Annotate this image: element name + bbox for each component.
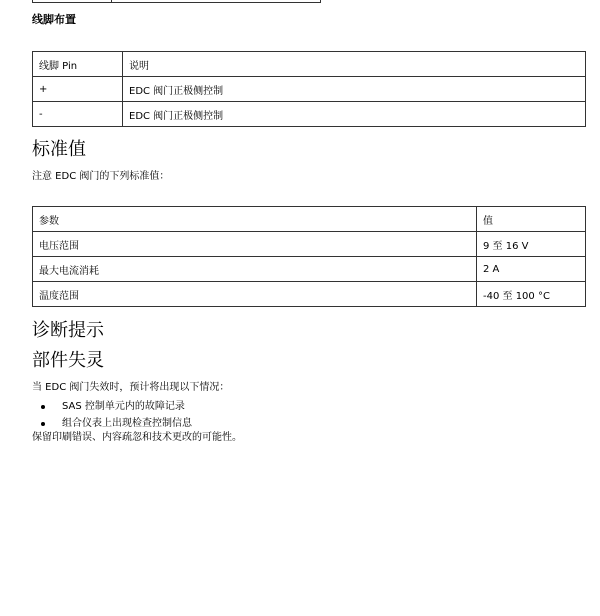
list-item-text: SAS 控制单元内的故障记录 [62,401,185,412]
parameter-table [32,206,586,307]
table-row [33,282,586,307]
description-cell: EDC 阀门正极侧控制 [123,102,586,127]
disclaimer-text: 保留印刷错误、内容疏忽和技术更改的可能性。 [32,432,242,443]
table-row [33,77,586,102]
value-cell: -40 至 100 °C [477,282,586,307]
parameter-cell: 电压范围 [33,232,477,257]
description-cell: EDC 阀门正极侧控制 [123,77,586,102]
pin-cell: - [33,102,123,127]
parameter-cell: 最大电流消耗 [33,257,477,282]
standard-values-note: 注意 EDC 阀门的下列标准值： [32,171,170,182]
pin-layout-label: 线脚布置 [32,13,76,26]
component-failure-heading: 部件失灵 [32,350,104,371]
bullet-icon [41,405,45,409]
value-cell: 9 至 16 V [477,232,586,257]
list-item [32,400,192,417]
description-header-cell: 说明 [123,52,586,77]
parameter-header-cell: 参数 [33,207,477,232]
bullet-icon [41,422,45,426]
diagnosis-heading: 诊断提示 [32,320,104,341]
pin-header-cell: 线脚 Pin [33,52,123,77]
parameter-cell: 温度范围 [33,282,477,307]
value-header-cell: 值 [477,207,586,232]
table-header-row [33,52,586,77]
standard-values-heading: 标准值 [32,139,86,160]
failure-intro: 当 EDC 阀门失效时，预计将出现以下情况： [32,382,230,393]
table-row [33,102,586,127]
list-item-text: 组合仪表上出现检查控制信息 [62,418,192,429]
table-header-row [33,207,586,232]
previous-table-divider [111,0,112,3]
pin-cell: + [33,77,123,102]
failure-symptom-list [32,400,192,434]
value-cell: 2 A [477,257,586,282]
table-row [33,232,586,257]
pin-table [32,51,586,127]
table-row [33,257,586,282]
previous-table-fragment [32,0,321,3]
